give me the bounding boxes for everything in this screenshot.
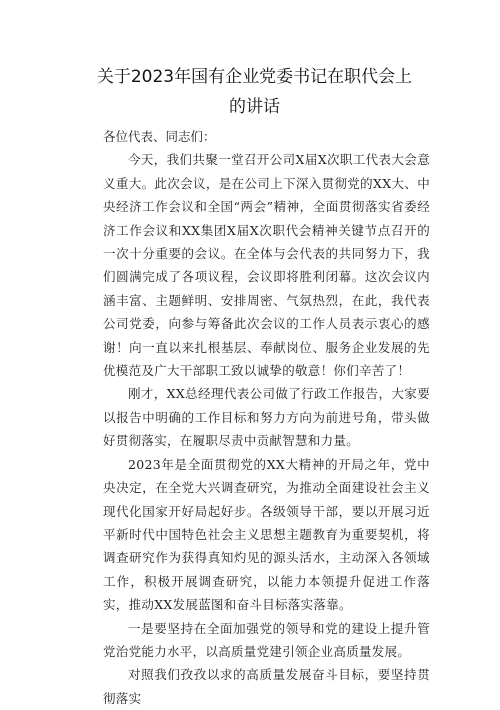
document-title bbox=[79, 62, 430, 122]
salutation: 各位代表、同志们： bbox=[103, 129, 216, 144]
paragraph-4: 一是要坚持在全面加强党的领导和党的建设上提升管党治党能力水平，以高质量党建引领企业高质量发展。 bbox=[103, 620, 430, 659]
paragraph-1: 今天，我们共聚一堂召开公司X届X次职工代表大会意义重大。此次会议，是在公司上下深入贯彻党的XX大、中央经济工作会议和全国“两会”精神，全面贯彻落实省委经济工作会议和XX集团X届X次职代会精神关键节点召开的一次十分重要的会议。在全体与会代表的共同努力下，我们圆满完成了各项议程，会议即将胜利闭幕。这次会议内涵丰富、主题鲜明、安排周密、气氛热烈，在此，我代表公司党委，向参与筹备此次会议的工作人员表示衷心的感谢！向一直以来扎根基层、奉献岗位、服务企业发展的先优模范及广大干部职工致以诚挚的敬意！你们辛苦了！ bbox=[103, 152, 430, 379]
title-line-2: 的讲话 bbox=[229, 97, 280, 117]
paragraph-3: 2023年是全面贯彻党的XX大精神的开局之年，党中央决定，在全党大兴调查研究，为推动全面建设社会主义现代化国家开好局起好步。各级领导干部，要以开展习近平新时代中国特色社会主义思想主题教育为重要契机，将调查研究作为获得真知灼见的源头活水，主动深入各领域工作，积极开展调查研究，以能力本领提升促进工作落实，推动XX发展蓝图和奋斗目标落实落靠。 bbox=[103, 456, 430, 613]
paragraph-5: 对照我们孜孜以求的高质量发展奋斗目标，要坚持贯彻落实 bbox=[103, 667, 430, 706]
paragraph-2: 刚才，XX总经理代表公司做了行政工作报告，大家要以报告中明确的工作目标和努力方向为前进号角，带头做好贯彻落实，在履职尽责中贡献智慧和力量。 bbox=[103, 386, 430, 449]
title-line-1: 关于2023年国有企业党委书记在职代会上 bbox=[96, 67, 413, 87]
